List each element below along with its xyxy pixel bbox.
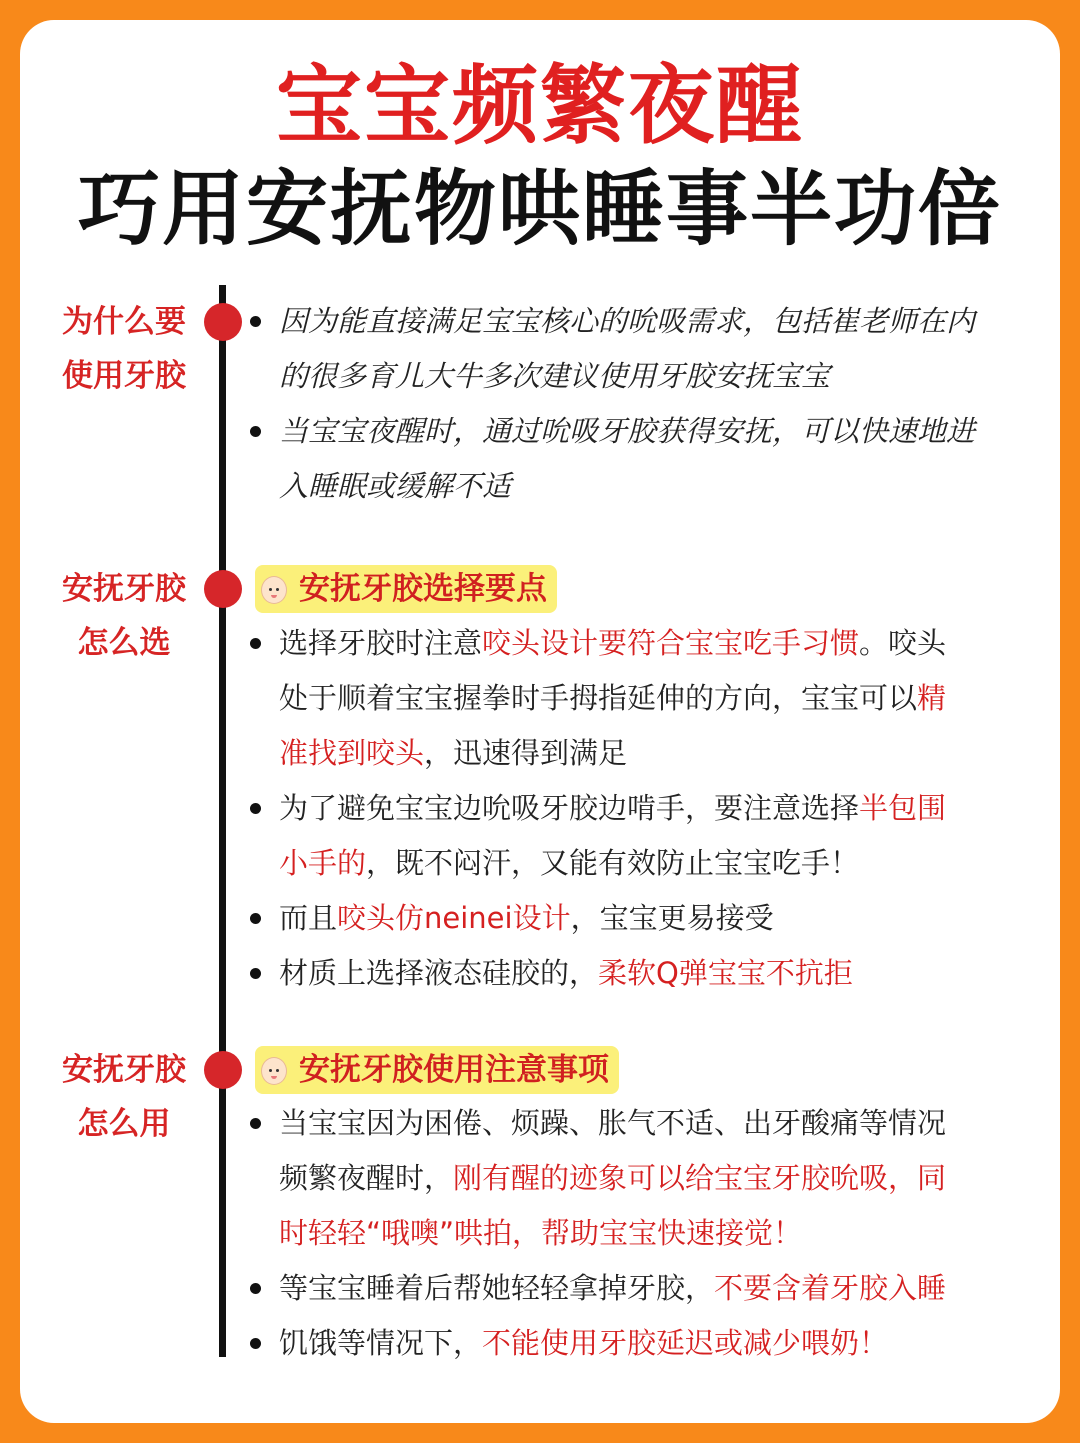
section-header-choose — [255, 565, 557, 613]
bullet-line: 处于顺着宝宝握拳时手拇指延伸的方向，宝宝可以精 — [279, 681, 947, 715]
section-header-use — [255, 1046, 619, 1094]
timeline-line — [219, 285, 226, 1357]
bullet-text: 因为能直接满足宝宝核心的吮吸需求，包括崔老师在内 — [279, 304, 976, 338]
section-header-text: 安抚牙胶选择要点 — [299, 571, 547, 607]
bullet-item — [244, 1316, 1044, 1371]
section-header-text: 安抚牙胶使用注意事项 — [299, 1052, 609, 1088]
bullet-line: 等宝宝睡着后帮她轻轻拿掉牙胶，不要含着牙胶入睡 — [279, 1271, 947, 1305]
section-label-line: 怎么选 — [77, 625, 171, 661]
bullet-text: 入睡眠或缓解不适 — [279, 469, 512, 503]
bullet-item — [244, 616, 1044, 781]
bullet-line: 小手的，既不闷汗，又能有效防止宝宝吃手！ — [279, 846, 860, 880]
timeline-dot — [204, 303, 242, 341]
timeline-dot — [204, 1051, 242, 1089]
section-label-choose — [44, 562, 204, 670]
bullet-item — [244, 781, 1044, 891]
title-line-2: 巧用安抚物哄睡事半功倍 — [77, 162, 1002, 257]
section-label-line: 使用牙胶 — [62, 358, 186, 394]
bullet-item — [244, 1096, 1044, 1261]
bullet-line: 选择牙胶时注意咬头设计要符合宝宝吃手习惯。咬头 — [279, 626, 947, 660]
bullet-line: 准找到咬头，迅速得到满足 — [279, 736, 628, 770]
baby-face-icon — [259, 572, 289, 606]
bullet-line: 饥饿等情况下，不能使用牙胶延迟或减少喂奶！ — [279, 1326, 889, 1360]
bullet-line: 而且咬头仿neinei设计，宝宝更易接受 — [279, 901, 774, 935]
bullet-item — [244, 294, 1044, 404]
bullet-line: 当宝宝因为困倦、烦躁、胀气不适、出牙酸痛等情况 — [279, 1106, 947, 1140]
section-label-line: 为什么要 — [62, 304, 186, 340]
bullet-line: 频繁夜醒时，刚有醒的迹象可以给宝宝牙胶吮吸，同 — [279, 1161, 947, 1195]
section-label-line: 安抚牙胶 — [62, 571, 186, 607]
bullet-line: 材质上选择液态硅胶的，柔软Q弹宝宝不抗拒 — [279, 956, 853, 990]
bullet-line: 时轻轻“哦噢”哄拍，帮助宝宝快速接觉！ — [279, 1216, 803, 1250]
bullet-list-why — [244, 294, 1044, 514]
section-label-line: 怎么用 — [77, 1106, 171, 1142]
section-label-line: 安抚牙胶 — [62, 1052, 186, 1088]
bullet-list-choose — [244, 616, 1044, 1001]
section-label-why — [44, 295, 204, 403]
bullet-item — [244, 891, 1044, 946]
bullet-line: 为了避免宝宝边吮吸牙胶边啃手，要注意选择半包围 — [279, 791, 947, 825]
bullet-list-use — [244, 1096, 1044, 1371]
bullet-text: 的很多育儿大牛多次建议使用牙胶安抚宝宝 — [279, 359, 831, 393]
section-label-use — [44, 1043, 204, 1151]
bullet-item — [244, 404, 1044, 514]
bullet-item — [244, 1261, 1044, 1316]
title-line-1: 宝宝频繁夜醒 — [276, 56, 804, 156]
bullet-text: 当宝宝夜醒时，通过吮吸牙胶获得安抚，可以快速地进 — [279, 414, 976, 448]
timeline-dot — [204, 570, 242, 608]
bullet-item — [244, 946, 1044, 1001]
baby-face-icon — [259, 1053, 289, 1087]
